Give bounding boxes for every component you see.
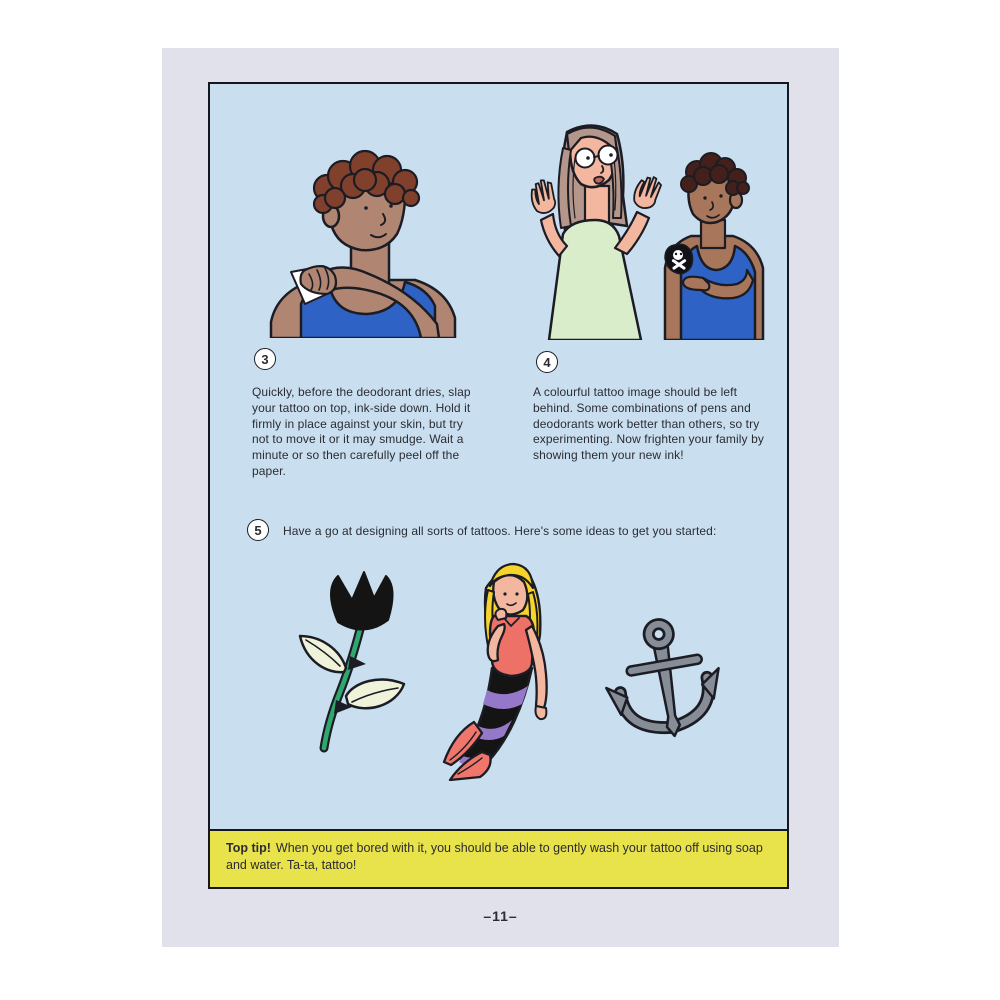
top-tip-label: Top tip!: [226, 841, 271, 855]
step-5-number-badge: [247, 519, 269, 541]
step-4-text: A colourful tattoo image should be left behind. Some combinations of pens and deodorants work better than others, so try experimenting. Now frighten your family by showing them your new ink!: [533, 385, 764, 463]
step-4-number: 4: [543, 354, 551, 370]
step-5-text: Have a go at designing all sorts of tattoos. Here's some ideas to get you started:: [283, 524, 717, 538]
mermaid-drawing: [438, 556, 578, 781]
top-tip-box: [208, 829, 789, 889]
step-5-number: 5: [254, 522, 262, 538]
anchor-drawing: [602, 615, 722, 750]
step-4-number-badge: [536, 351, 558, 373]
top-tip-text: When you get bored with it, you should be able to gently wash your tattoo off using soap and water. Ta-ta, tattoo!: [226, 841, 763, 873]
tulip-drawing: [288, 570, 418, 755]
step-3-text: Quickly, before the deodorant dries, slap your tattoo on top, ink-side down. Hold it firmly in place against your skin, but try not to move it or it may smudge. Wait a minute or so then carefully peel off the paper.: [252, 385, 471, 479]
illustration-tulip-tattoo: [288, 570, 418, 755]
step-3-number: 3: [261, 351, 269, 367]
page-number: –11–: [483, 908, 518, 924]
step-3-number-badge: [254, 348, 276, 370]
illustration-child-applying-tattoo: [265, 142, 460, 338]
instructions-panel: [208, 82, 789, 831]
illustration-shocked-adult-and-child-tattoo: [505, 118, 775, 340]
book-page: [162, 48, 839, 947]
child-applying-tattoo-drawing: [265, 142, 460, 338]
illustration-anchor-tattoo: [602, 615, 722, 750]
shocked-adult-and-child-drawing: [505, 118, 775, 340]
illustration-mermaid-tattoo: [438, 556, 578, 781]
